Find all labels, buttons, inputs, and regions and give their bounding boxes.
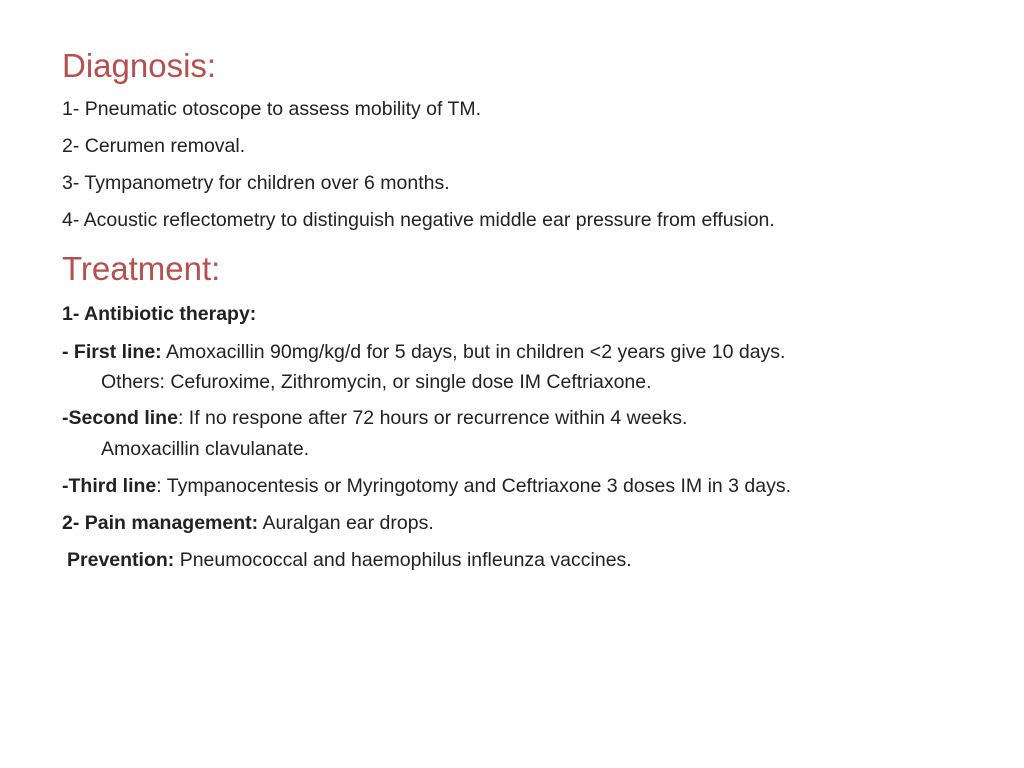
diagnosis-heading: Diagnosis: bbox=[62, 47, 217, 84]
second-line-label: -Second line bbox=[62, 407, 178, 429]
pain-management-row bbox=[62, 510, 434, 536]
first-line-row bbox=[62, 339, 785, 365]
prevention-text: Pneumococcal and haemophilus infleunza vaccines. bbox=[174, 549, 632, 571]
first-line-label: - First line: bbox=[62, 341, 162, 363]
antibiotic-therapy-label: 1- Antibiotic therapy: bbox=[62, 303, 257, 325]
diagnosis-item-3: 3- Tympanometry for children over 6 months. bbox=[62, 172, 450, 194]
prevention-row bbox=[67, 547, 632, 573]
diagnosis-item-4: 4- Acoustic reflectometry to distinguish negative middle ear pressure from effusion. bbox=[62, 209, 775, 231]
diagnosis-item-2: 2- Cerumen removal. bbox=[62, 135, 246, 157]
third-line-label: -Third line bbox=[62, 475, 157, 497]
pain-management-label: 2- Pain management: bbox=[62, 512, 259, 534]
first-line-text: Amoxacillin 90mg/kg/d for 5 days, but in children <2 years give 10 days. bbox=[161, 341, 786, 363]
antibiotic-therapy-heading bbox=[62, 301, 256, 327]
treatment-heading: Treatment: bbox=[62, 250, 221, 287]
second-line-continuation: Amoxacillin clavulanate. bbox=[101, 438, 310, 460]
pain-management-text: Auralgan ear drops. bbox=[258, 512, 434, 534]
second-line-row bbox=[62, 405, 687, 431]
diagnosis-item-1: 1- Pneumatic otoscope to assess mobility of TM. bbox=[62, 98, 482, 120]
first-line-others: Others: Cefuroxime, Zithromycin, or single dose IM Ceftriaxone. bbox=[101, 371, 652, 393]
third-line-text: : Tympanocentesis or Myringotomy and Ceftriaxone 3 doses IM in 3 days. bbox=[156, 475, 792, 497]
second-line-text: : If no respone after 72 hours or recurrence within 4 weeks. bbox=[177, 407, 688, 429]
third-line-row bbox=[62, 473, 791, 499]
prevention-label: Prevention: bbox=[67, 549, 175, 571]
